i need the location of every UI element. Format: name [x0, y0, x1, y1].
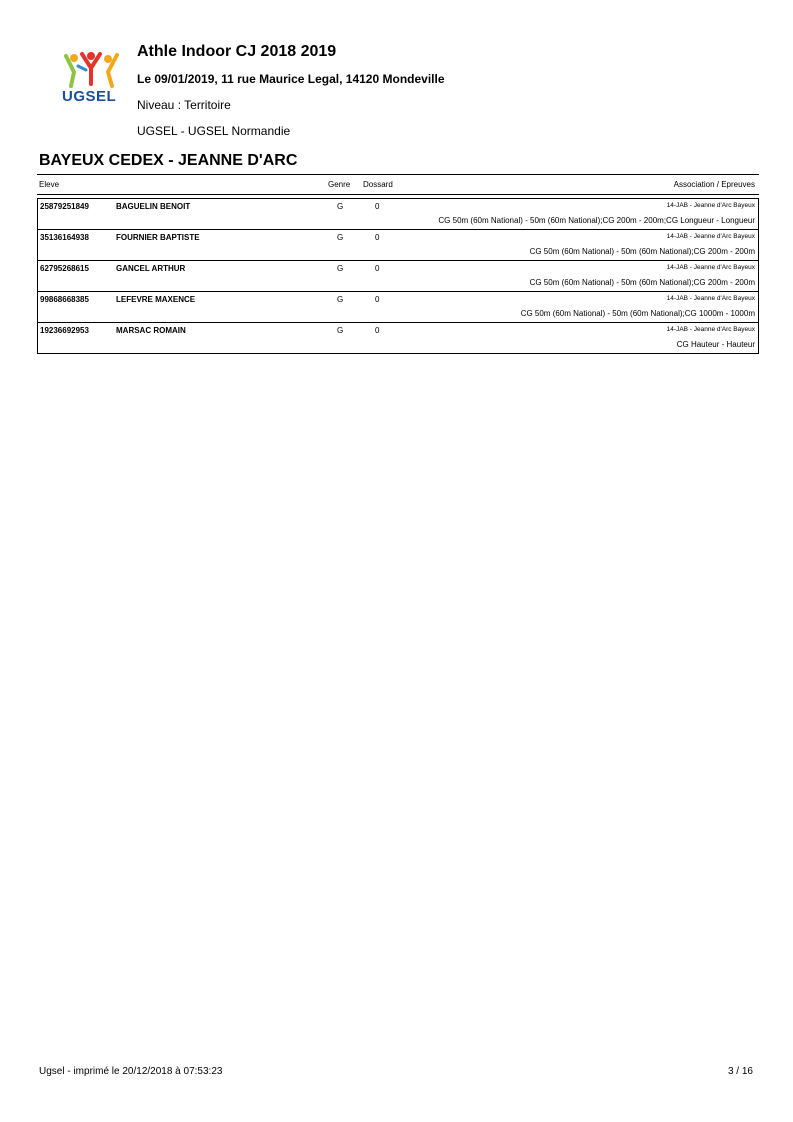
student-id: 62795268615 [40, 264, 89, 273]
student-dossard: 0 [375, 295, 380, 304]
student-events: CG Hauteur - Hauteur [676, 340, 755, 349]
school-heading: BAYEUX CEDEX - JEANNE D'ARC [39, 152, 298, 169]
student-association: 14-JAB - Jeanne d'Arc Bayeux [666, 233, 755, 240]
student-events: CG 50m (60m National) - 50m (60m National);CG 200m - 200m [529, 247, 755, 256]
student-name: LEFEVRE MAXENCE [116, 295, 196, 304]
student-dossard: 0 [375, 202, 380, 211]
table-row [37, 198, 759, 230]
table-row [37, 292, 759, 323]
table-row [37, 323, 759, 354]
student-id: 25879251849 [40, 202, 89, 211]
student-association: 14-JAB - Jeanne d'Arc Bayeux [666, 264, 755, 271]
student-name: MARSAC ROMAIN [116, 326, 186, 335]
student-association: 14-JAB - Jeanne d'Arc Bayeux [666, 326, 755, 333]
student-genre: G [337, 264, 344, 273]
student-dossard: 0 [375, 233, 380, 242]
participants-table [37, 174, 759, 354]
header-association: Association / Epreuves [673, 180, 755, 189]
student-events: CG 50m (60m National) - 50m (60m National);CG 200m - 200m;CG Longueur - Longueur [438, 216, 755, 225]
student-genre: G [337, 295, 344, 304]
ugsel-figures-icon [60, 50, 126, 90]
student-name: BAGUELIN BENOIT [116, 202, 191, 211]
student-dossard: 0 [375, 264, 380, 273]
student-name: GANCEL ARTHUR [116, 264, 186, 273]
student-events: CG 50m (60m National) - 50m (60m National);CG 1000m - 1000m [520, 309, 755, 318]
student-association: 14-JAB - Jeanne d'Arc Bayeux [666, 202, 755, 209]
student-id: 19236692953 [40, 326, 89, 335]
student-genre: G [337, 326, 344, 335]
student-genre: G [337, 202, 344, 211]
table-row [37, 230, 759, 261]
student-events: CG 50m (60m National) - 50m (60m National);CG 200m - 200m [529, 278, 755, 287]
event-date-location: Le 09/01/2019, 11 rue Maurice Legal, 14120 Mondeville [137, 72, 445, 86]
header-genre: Genre [328, 180, 351, 189]
logo-text: UGSEL [62, 88, 117, 105]
print-timestamp: Ugsel - imprimé le 20/12/2018 à 07:53:23 [39, 1066, 223, 1077]
student-name: FOURNIER BAPTISTE [116, 233, 200, 242]
event-title: Athle Indoor CJ 2018 2019 [137, 43, 337, 60]
table-row [37, 261, 759, 292]
student-genre: G [337, 233, 344, 242]
page-number: 3 / 16 [727, 1066, 753, 1077]
student-dossard: 0 [375, 326, 380, 335]
student-association: 14-JAB - Jeanne d'Arc Bayeux [666, 295, 755, 302]
student-id: 99868668385 [40, 295, 89, 304]
header-eleve: Eleve [39, 180, 60, 189]
header-dossard: Dossard [363, 180, 393, 189]
table-header [37, 174, 759, 195]
event-organization: UGSEL - UGSEL Normandie [137, 124, 291, 138]
student-id: 35136164938 [40, 233, 89, 242]
event-level: Niveau : Territoire [137, 98, 231, 112]
